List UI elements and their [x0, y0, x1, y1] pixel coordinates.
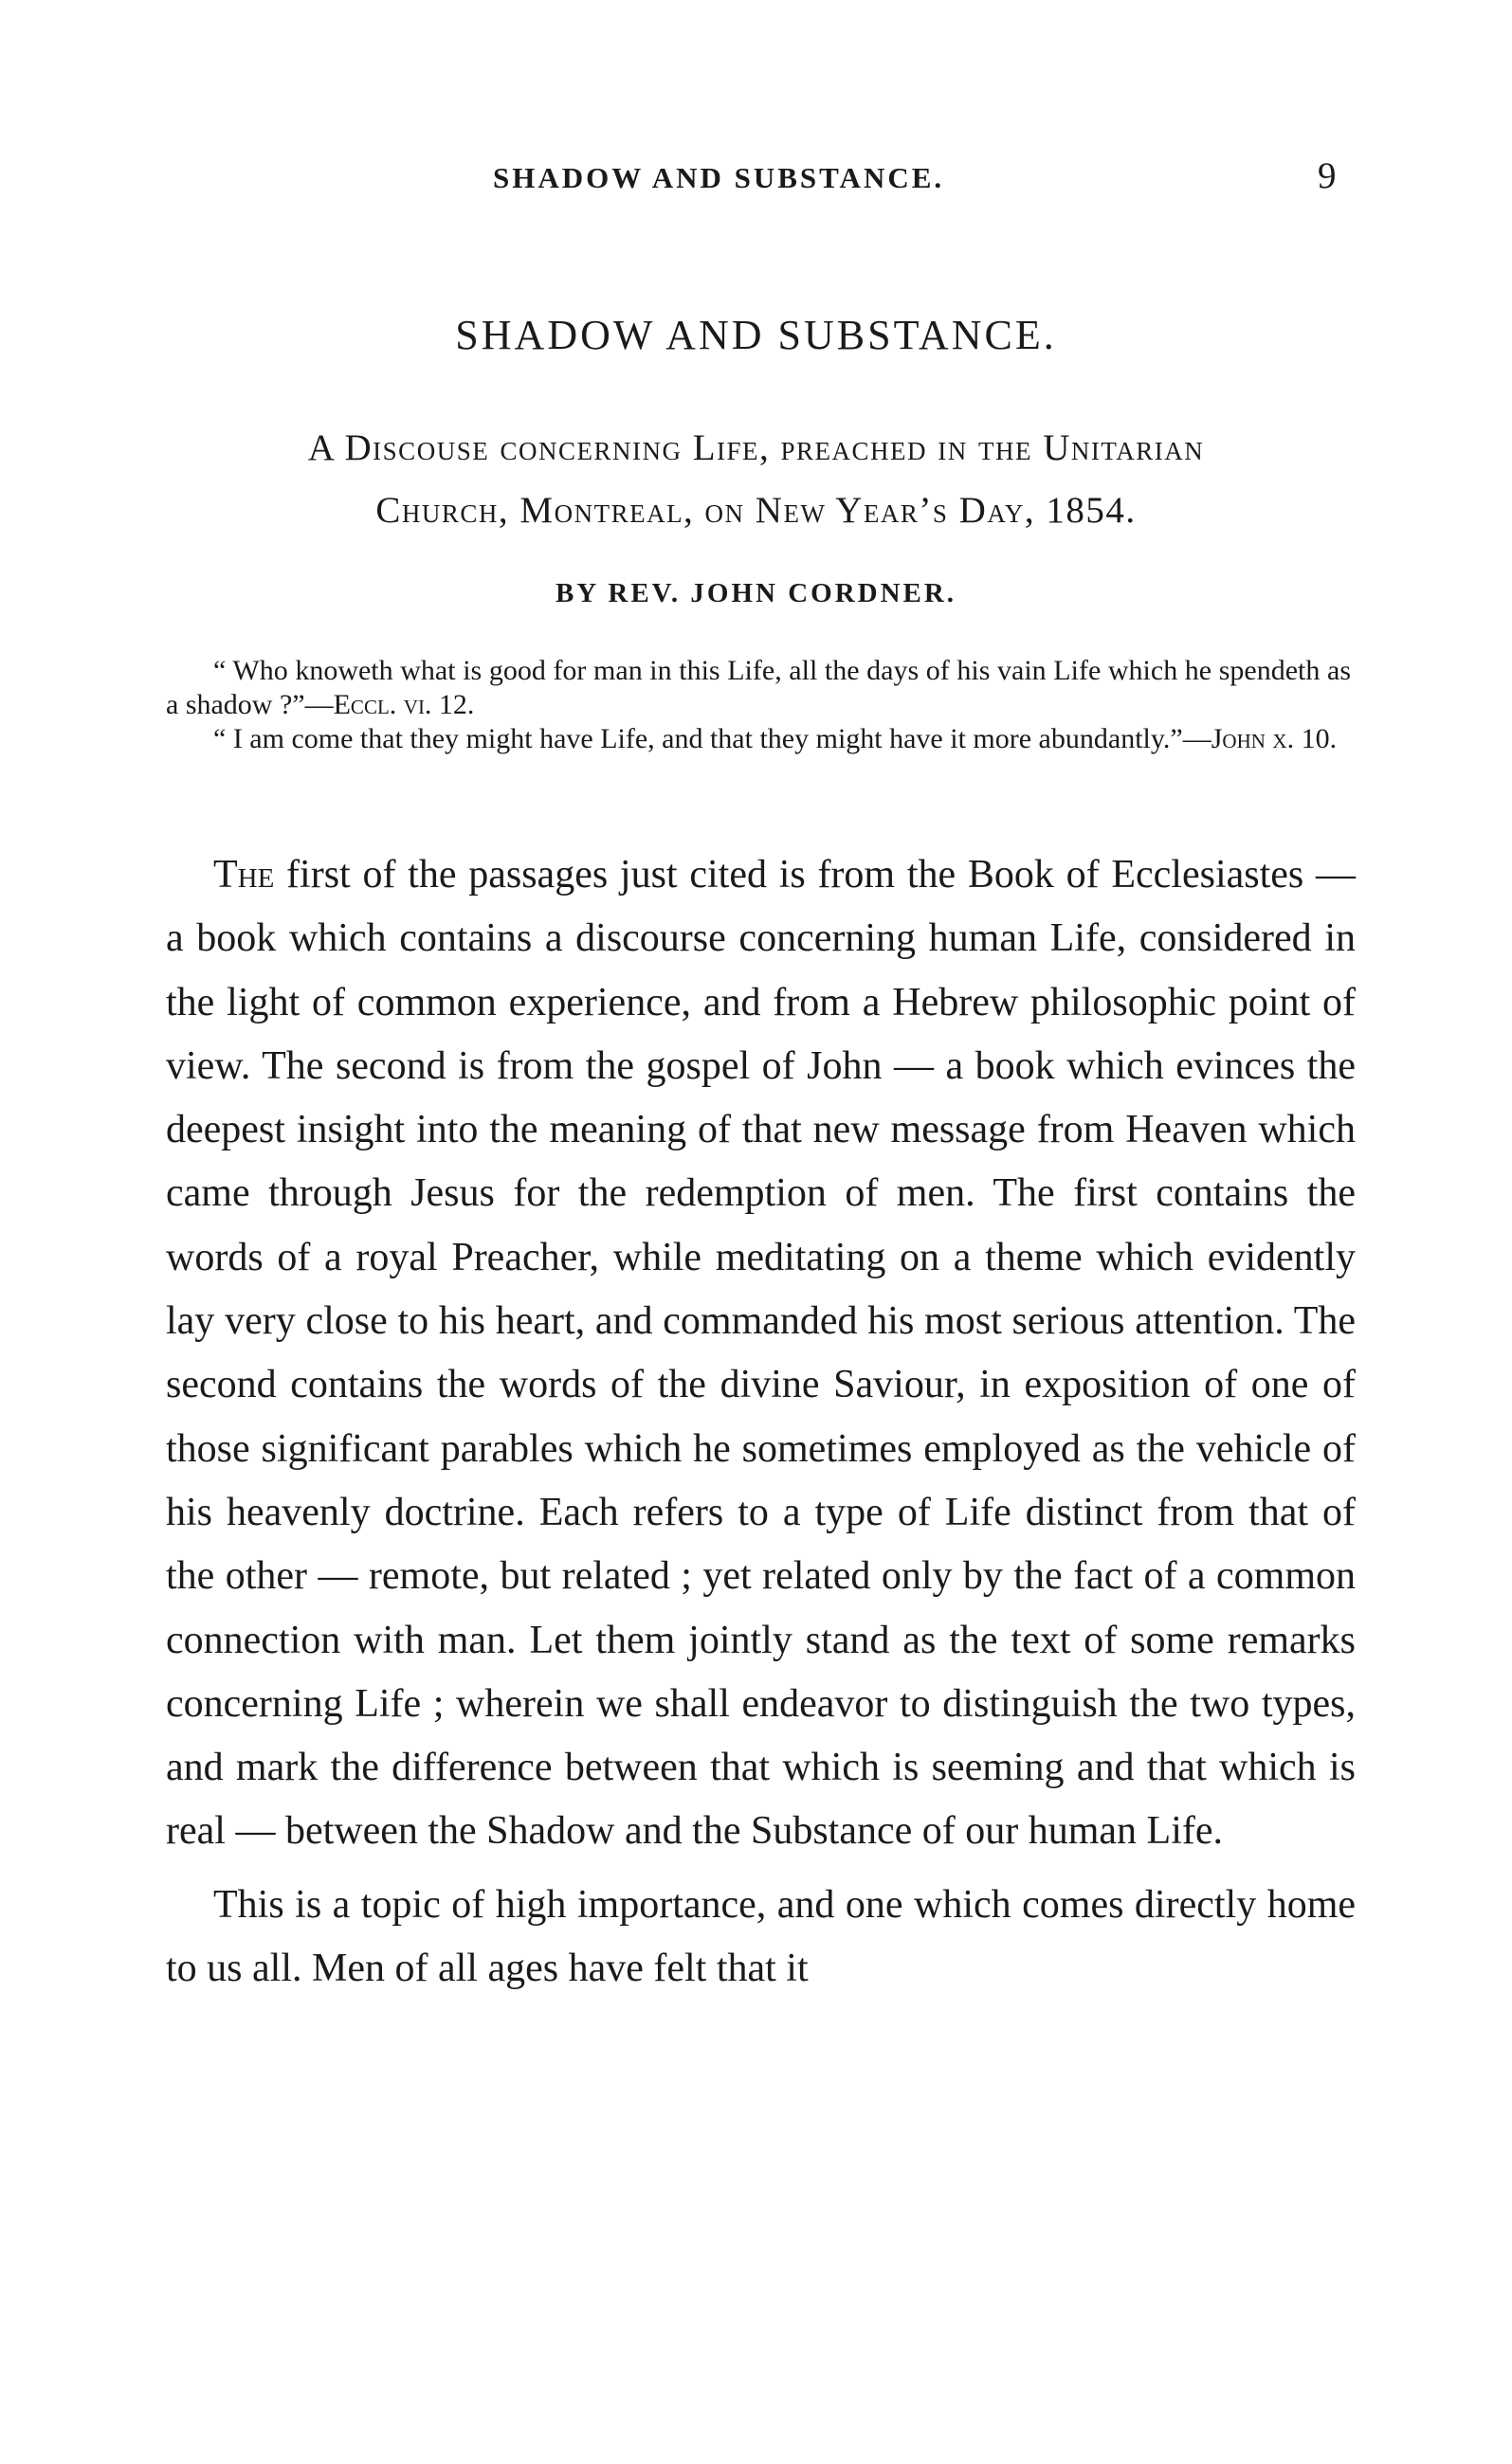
- subtitle-line-1: A Discouse concerning Life, preached in the Unitarian: [307, 427, 1205, 468]
- byline: BY REV. JOHN CORDNER.: [555, 578, 957, 608]
- subtitle: [152, 417, 1360, 542]
- page-title: SHADOW AND SUBSTANCE.: [455, 312, 1057, 358]
- subtitle-line-2: Church, Montreal, on New Year’s Day, 1854.: [375, 490, 1137, 531]
- paragraph: [166, 1874, 1356, 2002]
- epigraph-source: Eccl. vi. 12.: [333, 689, 475, 720]
- paragraph-text: first of the passages just cited is from the Book of Ecclesiastes — a book which contains a discourse concerning human Life, considered in the light of common experience, and from a Hebrew philosophic point of view. The second is from the gospel of John — a book which evinces the deepest insight into the meaning of that new message from Heaven which came through Jesus for the redemption of men. The first contains the words of a royal Preacher, while meditating on a theme which evidently lay very close to his heart, and commanded his most serious attention. The second contains the words of the divine Saviour, in exposition of one of those significant parables which he sometimes employed as the vehicle of his heavenly doctrine. Each refers to a type of Life distinct from that of the other — remote, but related ; yet related only by the fact of a common connection with man. Let them jointly stand as the text of some remarks concerning Life ; wherein we shall endeavor to distinguish the two types, and mark the difference between that which is seeming and that which is real — between the Shadow and the Substance of our human Life.: [166, 853, 1356, 1854]
- paragraph: [166, 843, 1356, 1864]
- epigraphs: [166, 654, 1351, 756]
- epigraph: [166, 722, 1351, 756]
- paragraph-lead-word: The: [213, 853, 275, 897]
- page-number: 9: [1318, 155, 1337, 196]
- running-head: SHADOW AND SUBSTANCE.: [493, 161, 945, 194]
- paragraph-text: This is a topic of high importance, and one which comes directly home to us all. Men of all ages have felt that it: [166, 1882, 1356, 1991]
- epigraph-text: “ Who knoweth what is good for man in this Life, all the days of his vain Life which he spendeth as a shadow ?”—: [166, 655, 1351, 720]
- body-text: [166, 843, 1356, 2001]
- epigraph-text: “ I am come that they might have Life, and that they might have it more abundantly.”—: [213, 723, 1211, 754]
- epigraph-source: John x. 10.: [1211, 723, 1338, 754]
- epigraph: [166, 654, 1351, 722]
